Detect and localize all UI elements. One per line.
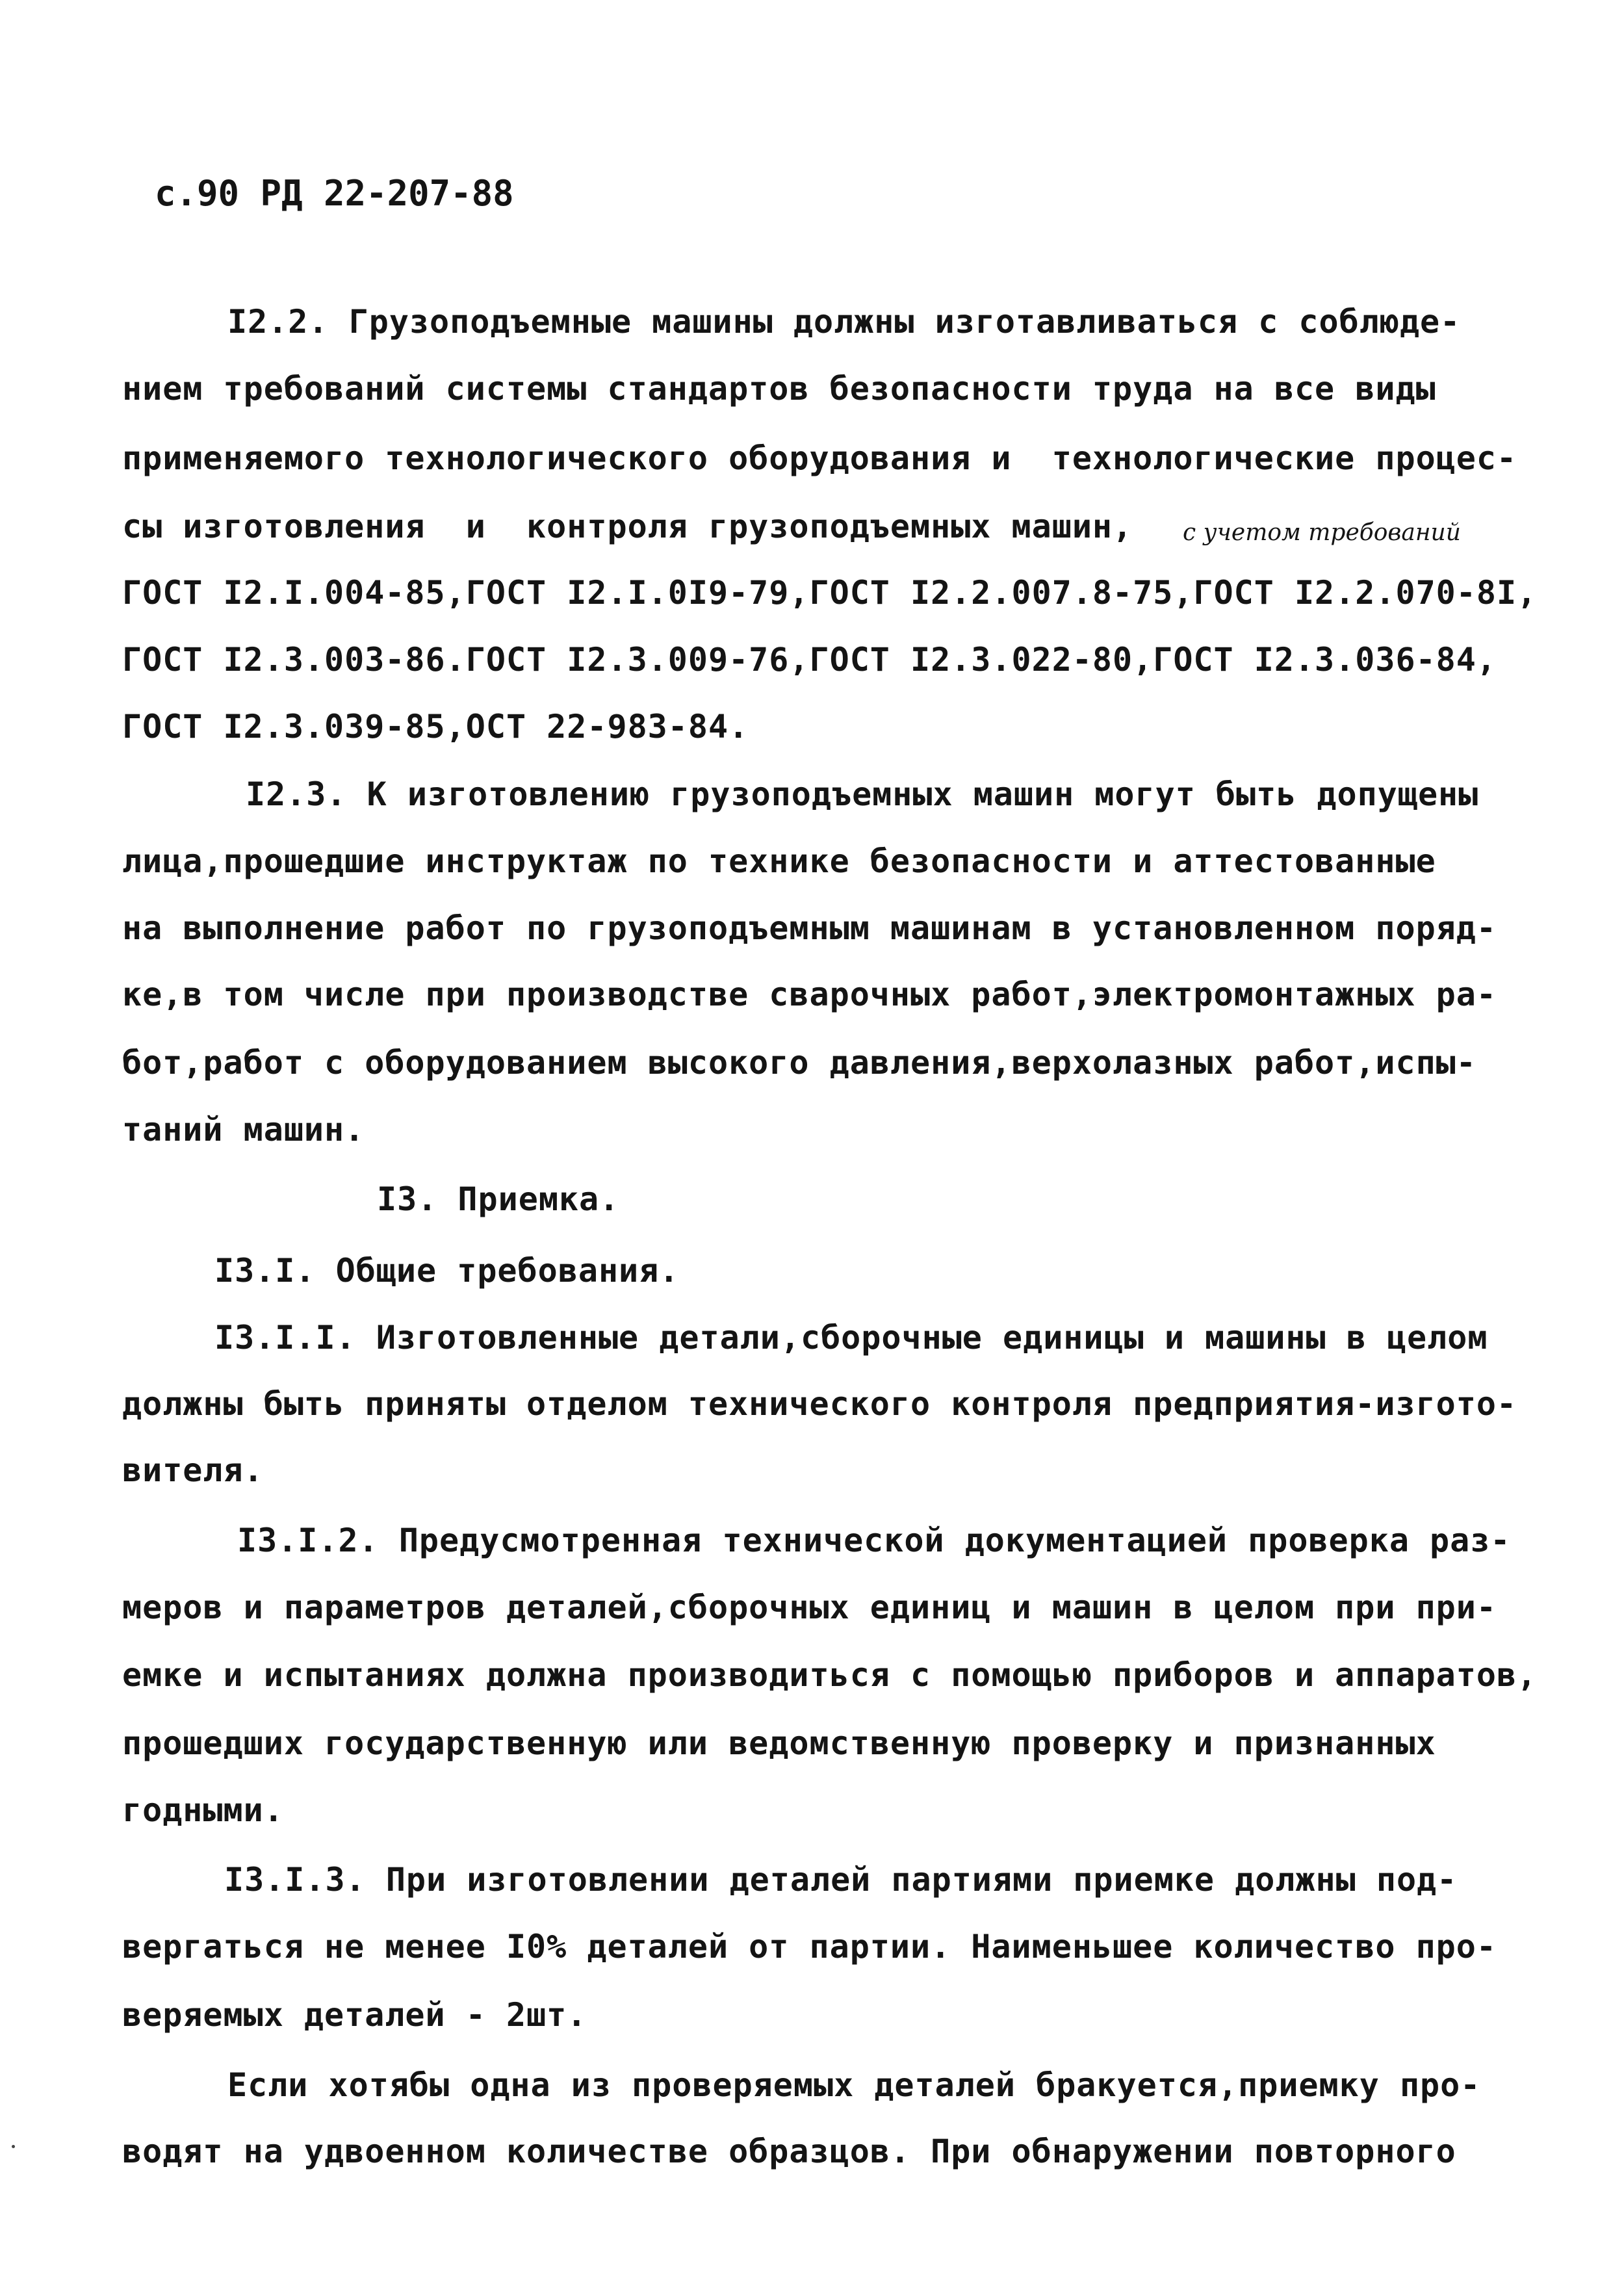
paragraph-12-2-line-7: ГОСТ I2.3.039-85,ОСТ 22-983-84. [122, 708, 749, 746]
paragraph-13-1-3-line-3: веряемых деталей - 2шт. [122, 1996, 587, 2034]
paragraph-13-1-3-line-1: I3.I.3. При изготовлении деталей партиями приемке должны под- [224, 1861, 1458, 1899]
paragraph-13-1-1-line-3: вителя. [122, 1451, 264, 1489]
paragraph-12-2-line-3: применяемого технологического оборудования и технологические процес- [122, 439, 1517, 477]
paragraph-12-2-line-5: ГОСТ I2.I.004-85,ГОСТ I2.I.0I9-79,ГОСТ I2.2.007.8-75,ГОСТ I2.2.070-8I, [122, 574, 1538, 612]
paragraph-13-1-1-line-1: I3.I.I. Изготовленные детали,сборочные единицы и машины в целом [214, 1319, 1488, 1356]
paragraph-12-3-line-5: бот,работ с оборудованием высокого давления,верхолазных работ,испы- [122, 1044, 1476, 1082]
handwritten-insert: с учетом требований [1183, 519, 1461, 546]
paragraph-13-1-1-line-2: должны быть приняты отделом технического контроля предприятия-изгото- [122, 1385, 1517, 1423]
paragraph-13-1-3-cont-line-1: Если хотябы одна из проверяемых деталей бракуется,приемку про- [227, 2066, 1481, 2104]
section-13-title: I3. Приемка. [377, 1180, 620, 1218]
paragraph-12-3-line-2: лица,прошедшие инструктаж по технике безопасности и аттестованные [122, 842, 1436, 880]
paragraph-12-3-line-4: ке,в том числе при производстве сварочных работ,электромонтажных ра- [122, 976, 1497, 1013]
paragraph-13-1-2-line-2: меров и параметров деталей,сборочных единиц и машин в целом при при- [122, 1589, 1497, 1626]
paragraph-12-3-line-3: на выполнение работ по грузоподъемным машинам в установленном поряд- [122, 909, 1497, 947]
page-header: с.90 РД 22-207-88 [155, 173, 514, 214]
paragraph-13-1-2-line-4: прошедших государственную или ведомственную проверку и признанных [122, 1724, 1436, 1762]
paragraph-12-2-line-2: нием требований системы стандартов безопасности труда на все виды [122, 370, 1436, 408]
paragraph-13-1-3-cont-line-2: водят на удвоенном количестве образцов. При обнаружении повторного [122, 2133, 1456, 2170]
scan-speck [12, 2145, 15, 2148]
paragraph-13-1-2-line-3: емке и испытаниях должна производиться с помощью приборов и аппаратов, [122, 1656, 1538, 1694]
paragraph-12-3-line-1: I2.3. К изготовлению грузоподъемных машин могут быть допущены [246, 775, 1479, 813]
paragraph-13-1-2-line-5: годными. [122, 1791, 284, 1829]
section-13-1-title: I3.I. Общие требования. [214, 1252, 680, 1290]
paragraph-12-3-line-6: таний машин. [122, 1111, 365, 1148]
paragraph-12-2-line-4: сы изготовления и контроля грузоподъемных машин, [122, 508, 1133, 545]
paragraph-13-1-3-line-2: вергаться не менее I0% деталей от партии. Наименьшее количество про- [122, 1928, 1497, 1966]
paragraph-13-1-2-line-1: I3.I.2. Предусмотренная технической документацией проверка раз- [237, 1522, 1511, 1559]
paragraph-12-2-line-6: ГОСТ I2.3.003-86.ГОСТ I2.3.009-76,ГОСТ I2.3.022-80,ГОСТ I2.3.036-84, [122, 641, 1497, 679]
paragraph-12-2-line-1: I2.2. Грузоподъемные машины должны изготавливаться с соблюде- [227, 303, 1461, 341]
